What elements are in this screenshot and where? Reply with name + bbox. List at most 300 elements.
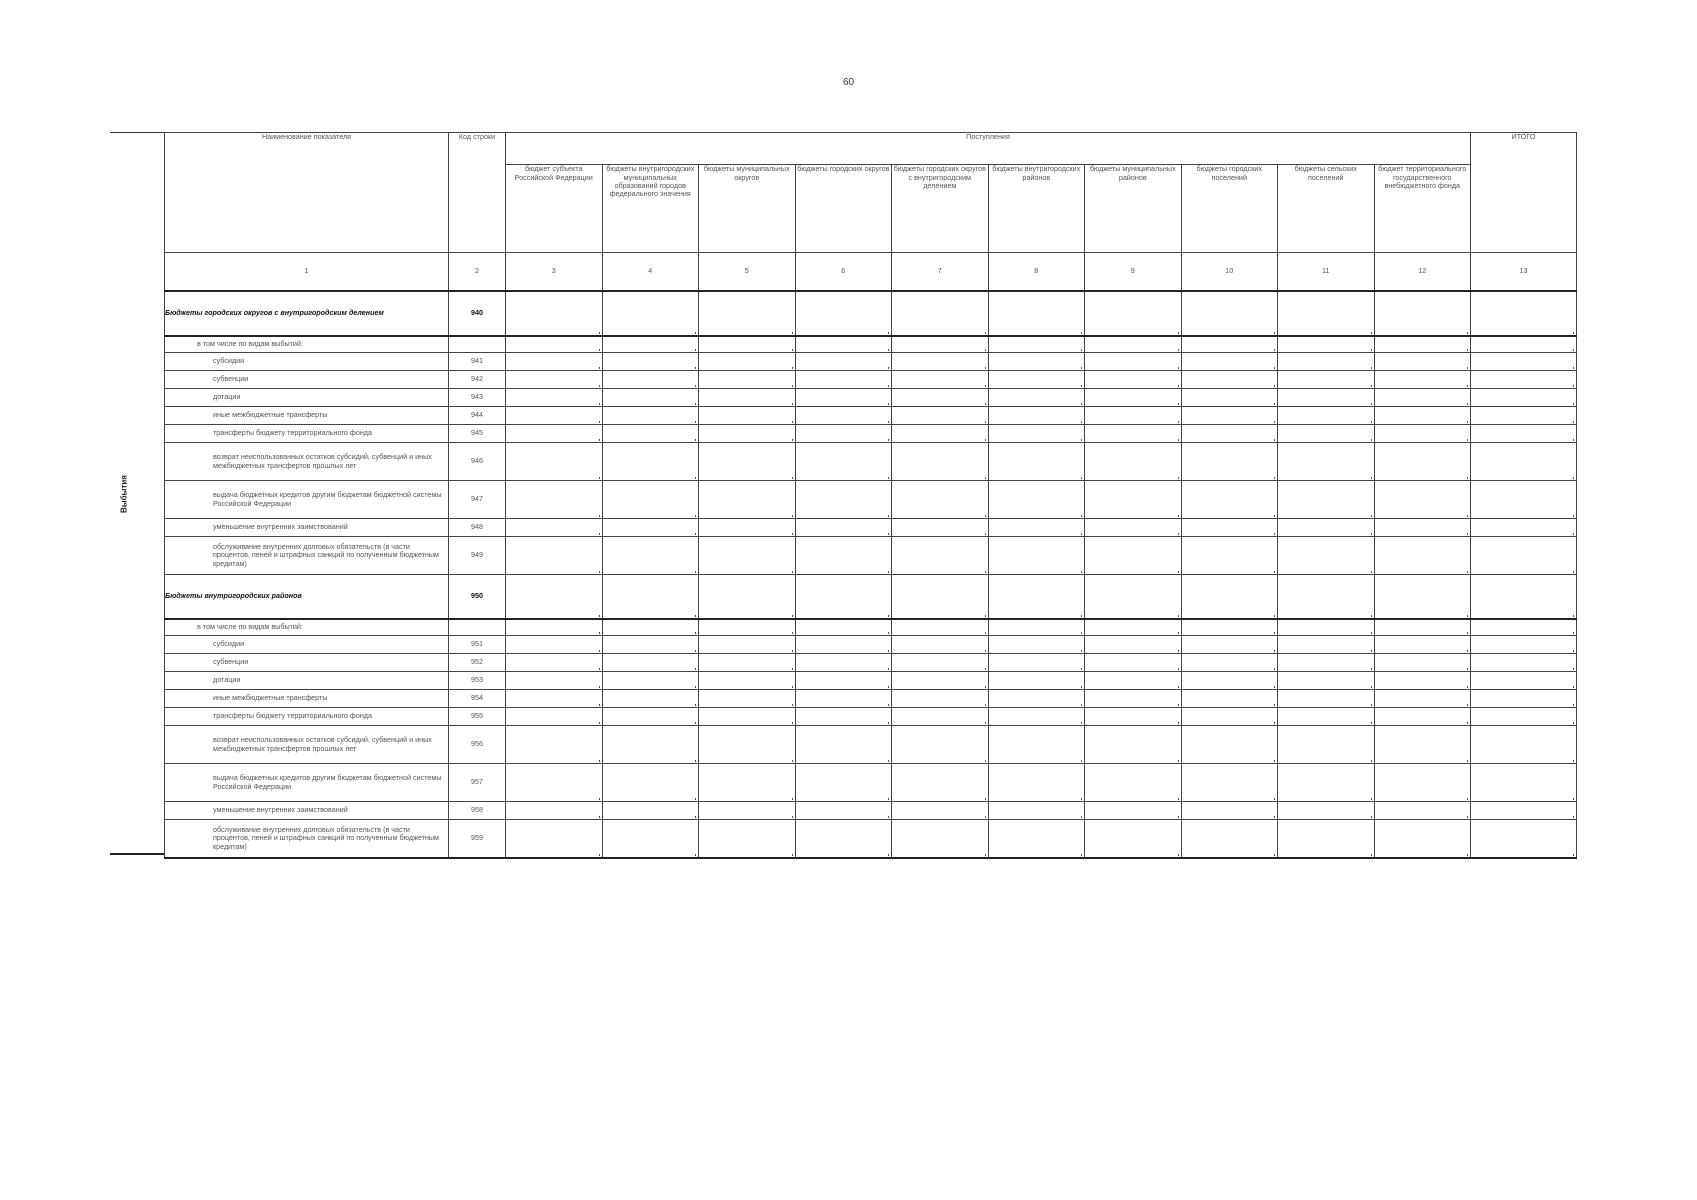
value-cell[interactable] bbox=[795, 636, 892, 654]
value-cell[interactable] bbox=[1181, 708, 1278, 726]
value-cell[interactable] bbox=[892, 443, 989, 481]
total-cell[interactable] bbox=[1471, 636, 1577, 654]
value-cell[interactable] bbox=[892, 802, 989, 820]
subheader-cell: бюджет территориального государственного внебюджетного фонда bbox=[1374, 165, 1471, 253]
value-cell[interactable] bbox=[1085, 389, 1182, 407]
value-cell[interactable] bbox=[892, 481, 989, 519]
row-name: трансферты бюджету территориального фонда bbox=[165, 425, 449, 443]
value-cell[interactable] bbox=[699, 353, 796, 371]
column-number: 6 bbox=[795, 253, 892, 292]
value-cell[interactable] bbox=[1181, 820, 1278, 859]
value-cell[interactable] bbox=[1278, 353, 1375, 371]
value-cell[interactable] bbox=[1085, 291, 1182, 336]
total-cell[interactable] bbox=[1471, 575, 1577, 620]
value-cell[interactable] bbox=[699, 537, 796, 575]
row-code: 959 bbox=[449, 820, 506, 859]
row-name: субсидии bbox=[165, 636, 449, 654]
value-cell[interactable] bbox=[988, 443, 1085, 481]
value-cell[interactable] bbox=[506, 802, 603, 820]
row-code: 956 bbox=[449, 726, 506, 764]
total-cell[interactable] bbox=[1471, 802, 1577, 820]
value-cell[interactable] bbox=[699, 802, 796, 820]
total-cell[interactable] bbox=[1471, 425, 1577, 443]
value-cell[interactable] bbox=[1278, 636, 1375, 654]
value-cell[interactable] bbox=[892, 764, 989, 802]
value-cell[interactable] bbox=[699, 371, 796, 389]
value-cell[interactable] bbox=[506, 820, 603, 859]
total-cell[interactable] bbox=[1471, 690, 1577, 708]
row-name: уменьшение внутренних заимствований bbox=[165, 802, 449, 820]
total-cell[interactable] bbox=[1471, 291, 1577, 336]
value-cell[interactable] bbox=[1374, 407, 1471, 425]
value-cell[interactable] bbox=[988, 371, 1085, 389]
value-cell[interactable] bbox=[602, 353, 699, 371]
value-cell[interactable] bbox=[1278, 575, 1375, 620]
value-cell[interactable] bbox=[1374, 764, 1471, 802]
value-cell[interactable] bbox=[602, 619, 699, 636]
value-cell[interactable] bbox=[795, 291, 892, 336]
table-row bbox=[165, 726, 1577, 764]
value-cell[interactable] bbox=[1181, 726, 1278, 764]
value-cell[interactable] bbox=[1181, 353, 1278, 371]
value-cell[interactable] bbox=[1374, 336, 1471, 353]
value-cell[interactable] bbox=[1181, 336, 1278, 353]
value-cell[interactable] bbox=[602, 371, 699, 389]
value-cell[interactable] bbox=[795, 336, 892, 353]
value-cell[interactable] bbox=[795, 575, 892, 620]
value-cell[interactable] bbox=[1085, 481, 1182, 519]
value-cell[interactable] bbox=[602, 425, 699, 443]
value-cell[interactable] bbox=[795, 690, 892, 708]
row-name: уменьшение внутренних заимствований bbox=[165, 519, 449, 537]
value-cell[interactable] bbox=[1374, 672, 1471, 690]
value-cell[interactable] bbox=[892, 708, 989, 726]
value-cell[interactable] bbox=[795, 425, 892, 443]
value-cell[interactable] bbox=[1181, 443, 1278, 481]
value-cell[interactable] bbox=[506, 291, 603, 336]
value-cell[interactable] bbox=[506, 708, 603, 726]
value-cell[interactable] bbox=[988, 291, 1085, 336]
row-code: 941 bbox=[449, 353, 506, 371]
row-code: 955 bbox=[449, 708, 506, 726]
row-code: 944 bbox=[449, 407, 506, 425]
value-cell[interactable] bbox=[988, 726, 1085, 764]
subheader-cell: бюджеты внутригородских районов bbox=[988, 165, 1085, 253]
row-name: иные межбюджетные трансферты bbox=[165, 690, 449, 708]
header-total: ИТОГО bbox=[1471, 133, 1577, 253]
table-row bbox=[165, 425, 1577, 443]
total-cell[interactable] bbox=[1471, 389, 1577, 407]
value-cell[interactable] bbox=[1085, 619, 1182, 636]
value-cell[interactable] bbox=[988, 537, 1085, 575]
value-cell[interactable] bbox=[1181, 291, 1278, 336]
total-cell[interactable] bbox=[1471, 481, 1577, 519]
value-cell[interactable] bbox=[1374, 802, 1471, 820]
subheader-cell: бюджеты городских поселений bbox=[1181, 165, 1278, 253]
value-cell[interactable] bbox=[988, 519, 1085, 537]
subheader-cell: бюджеты сельских поселений bbox=[1278, 165, 1375, 253]
value-cell[interactable] bbox=[602, 654, 699, 672]
row-code: 957 bbox=[449, 764, 506, 802]
value-cell[interactable] bbox=[1278, 481, 1375, 519]
value-cell[interactable] bbox=[699, 636, 796, 654]
value-cell[interactable] bbox=[602, 672, 699, 690]
value-cell[interactable] bbox=[602, 443, 699, 481]
value-cell[interactable] bbox=[1278, 537, 1375, 575]
column-number: 12 bbox=[1374, 253, 1471, 292]
value-cell[interactable] bbox=[506, 636, 603, 654]
row-code: 949 bbox=[449, 537, 506, 575]
value-cell[interactable] bbox=[699, 619, 796, 636]
value-cell[interactable] bbox=[795, 802, 892, 820]
value-cell[interactable] bbox=[506, 575, 603, 620]
value-cell[interactable] bbox=[602, 481, 699, 519]
value-cell[interactable] bbox=[1374, 575, 1471, 620]
value-cell[interactable] bbox=[1278, 407, 1375, 425]
value-cell[interactable] bbox=[1374, 481, 1471, 519]
value-cell[interactable] bbox=[1374, 636, 1471, 654]
value-cell[interactable] bbox=[1374, 708, 1471, 726]
value-cell[interactable] bbox=[506, 619, 603, 636]
value-cell[interactable] bbox=[699, 291, 796, 336]
row-name: Бюджеты внутригородских районов bbox=[165, 575, 449, 620]
value-cell[interactable] bbox=[1085, 371, 1182, 389]
total-cell[interactable] bbox=[1471, 353, 1577, 371]
table-row bbox=[165, 519, 1577, 537]
value-cell[interactable] bbox=[1085, 672, 1182, 690]
value-cell[interactable] bbox=[506, 519, 603, 537]
value-cell[interactable] bbox=[1085, 802, 1182, 820]
value-cell[interactable] bbox=[988, 802, 1085, 820]
value-cell[interactable] bbox=[1085, 443, 1182, 481]
column-number: 11 bbox=[1278, 253, 1375, 292]
total-cell[interactable] bbox=[1471, 619, 1577, 636]
value-cell[interactable] bbox=[1181, 764, 1278, 802]
table-body bbox=[165, 291, 1577, 858]
header-receipts: Поступления bbox=[506, 133, 1471, 165]
row-name: выдача бюджетных кредитов другим бюджетам бюджетной системы Российской Федерации bbox=[165, 481, 449, 519]
table-row bbox=[165, 802, 1577, 820]
total-cell[interactable] bbox=[1471, 336, 1577, 353]
value-cell[interactable] bbox=[795, 726, 892, 764]
value-cell[interactable] bbox=[1374, 371, 1471, 389]
value-cell[interactable] bbox=[699, 481, 796, 519]
value-cell[interactable] bbox=[602, 690, 699, 708]
value-cell[interactable] bbox=[602, 802, 699, 820]
value-cell[interactable] bbox=[602, 636, 699, 654]
value-cell[interactable] bbox=[988, 481, 1085, 519]
value-cell[interactable] bbox=[1181, 389, 1278, 407]
value-cell[interactable] bbox=[1181, 690, 1278, 708]
value-cell[interactable] bbox=[699, 690, 796, 708]
value-cell[interactable] bbox=[506, 443, 603, 481]
value-cell[interactable] bbox=[699, 519, 796, 537]
value-cell[interactable] bbox=[506, 481, 603, 519]
value-cell[interactable] bbox=[1374, 619, 1471, 636]
value-cell[interactable] bbox=[988, 619, 1085, 636]
value-cell[interactable] bbox=[795, 820, 892, 859]
value-cell[interactable] bbox=[988, 407, 1085, 425]
value-cell[interactable] bbox=[892, 726, 989, 764]
value-cell[interactable] bbox=[1181, 672, 1278, 690]
column-number: 2 bbox=[449, 253, 506, 292]
value-cell[interactable] bbox=[1374, 519, 1471, 537]
value-cell[interactable] bbox=[506, 690, 603, 708]
value-cell[interactable] bbox=[602, 389, 699, 407]
value-cell[interactable] bbox=[506, 353, 603, 371]
value-cell[interactable] bbox=[1278, 708, 1375, 726]
value-cell[interactable] bbox=[1181, 519, 1278, 537]
value-cell[interactable] bbox=[988, 353, 1085, 371]
value-cell[interactable] bbox=[699, 672, 796, 690]
value-cell[interactable] bbox=[506, 654, 603, 672]
value-cell[interactable] bbox=[1374, 654, 1471, 672]
value-cell[interactable] bbox=[602, 407, 699, 425]
value-cell[interactable] bbox=[1278, 291, 1375, 336]
value-cell[interactable] bbox=[602, 575, 699, 620]
value-cell[interactable] bbox=[1181, 537, 1278, 575]
table-row bbox=[165, 575, 1577, 620]
value-cell[interactable] bbox=[795, 654, 892, 672]
table-row bbox=[165, 654, 1577, 672]
value-cell[interactable] bbox=[1278, 519, 1375, 537]
row-name: выдача бюджетных кредитов другим бюджетам бюджетной системы Российской Федерации bbox=[165, 764, 449, 802]
value-cell[interactable] bbox=[1085, 708, 1182, 726]
value-cell[interactable] bbox=[1278, 389, 1375, 407]
value-cell[interactable] bbox=[1374, 389, 1471, 407]
value-cell[interactable] bbox=[1085, 575, 1182, 620]
value-cell[interactable] bbox=[988, 575, 1085, 620]
subheader-cell: бюджеты городских округов bbox=[795, 165, 892, 253]
value-cell[interactable] bbox=[602, 764, 699, 802]
value-cell[interactable] bbox=[602, 820, 699, 859]
row-code: 953 bbox=[449, 672, 506, 690]
value-cell[interactable] bbox=[892, 519, 989, 537]
table-row bbox=[165, 389, 1577, 407]
row-name: дотации bbox=[165, 389, 449, 407]
value-cell[interactable] bbox=[699, 425, 796, 443]
value-cell[interactable] bbox=[892, 654, 989, 672]
value-cell[interactable] bbox=[1278, 726, 1375, 764]
value-cell[interactable] bbox=[1374, 820, 1471, 859]
value-cell[interactable] bbox=[988, 672, 1085, 690]
value-cell[interactable] bbox=[1278, 654, 1375, 672]
total-cell[interactable] bbox=[1471, 764, 1577, 802]
value-cell[interactable] bbox=[1278, 820, 1375, 859]
total-cell[interactable] bbox=[1471, 820, 1577, 859]
value-cell[interactable] bbox=[795, 443, 892, 481]
value-cell[interactable] bbox=[1374, 291, 1471, 336]
value-cell[interactable] bbox=[1085, 654, 1182, 672]
value-cell[interactable] bbox=[988, 708, 1085, 726]
value-cell[interactable] bbox=[892, 537, 989, 575]
value-cell[interactable] bbox=[699, 654, 796, 672]
value-cell[interactable] bbox=[795, 407, 892, 425]
value-cell[interactable] bbox=[988, 690, 1085, 708]
value-cell[interactable] bbox=[1181, 636, 1278, 654]
row-code: 948 bbox=[449, 519, 506, 537]
value-cell[interactable] bbox=[602, 519, 699, 537]
total-cell[interactable] bbox=[1471, 726, 1577, 764]
value-cell[interactable] bbox=[1085, 407, 1182, 425]
value-cell[interactable] bbox=[988, 425, 1085, 443]
value-cell[interactable] bbox=[1374, 443, 1471, 481]
value-cell[interactable] bbox=[1085, 537, 1182, 575]
row-code: 954 bbox=[449, 690, 506, 708]
value-cell[interactable] bbox=[506, 389, 603, 407]
value-cell[interactable] bbox=[1085, 636, 1182, 654]
value-cell[interactable] bbox=[1181, 575, 1278, 620]
row-code: 945 bbox=[449, 425, 506, 443]
table-row bbox=[165, 764, 1577, 802]
value-cell[interactable] bbox=[1278, 371, 1375, 389]
value-cell[interactable] bbox=[892, 291, 989, 336]
total-cell[interactable] bbox=[1471, 672, 1577, 690]
value-cell[interactable] bbox=[1278, 443, 1375, 481]
value-cell[interactable] bbox=[795, 389, 892, 407]
value-cell[interactable] bbox=[1374, 690, 1471, 708]
value-cell[interactable] bbox=[1278, 690, 1375, 708]
value-cell[interactable] bbox=[699, 407, 796, 425]
value-cell[interactable] bbox=[506, 537, 603, 575]
value-cell[interactable] bbox=[1181, 425, 1278, 443]
total-cell[interactable] bbox=[1471, 407, 1577, 425]
value-cell[interactable] bbox=[1278, 802, 1375, 820]
value-cell[interactable] bbox=[1374, 537, 1471, 575]
value-cell[interactable] bbox=[1181, 654, 1278, 672]
row-name: трансферты бюджету территориального фонда bbox=[165, 708, 449, 726]
total-cell[interactable] bbox=[1471, 654, 1577, 672]
value-cell[interactable] bbox=[1085, 764, 1182, 802]
value-cell[interactable] bbox=[795, 708, 892, 726]
value-cell[interactable] bbox=[1085, 690, 1182, 708]
value-cell[interactable] bbox=[602, 291, 699, 336]
value-cell[interactable] bbox=[1181, 619, 1278, 636]
value-cell[interactable] bbox=[506, 371, 603, 389]
value-cell[interactable] bbox=[892, 636, 989, 654]
value-cell[interactable] bbox=[699, 764, 796, 802]
value-cell[interactable] bbox=[1181, 407, 1278, 425]
value-cell[interactable] bbox=[699, 726, 796, 764]
value-cell[interactable] bbox=[1278, 425, 1375, 443]
value-cell[interactable] bbox=[988, 764, 1085, 802]
value-cell[interactable] bbox=[602, 726, 699, 764]
value-cell[interactable] bbox=[602, 537, 699, 575]
subheader-cell: бюджеты муниципальных районов bbox=[1085, 165, 1182, 253]
value-cell[interactable] bbox=[1181, 481, 1278, 519]
row-code bbox=[449, 336, 506, 353]
value-cell[interactable] bbox=[988, 654, 1085, 672]
value-cell[interactable] bbox=[795, 481, 892, 519]
value-cell[interactable] bbox=[892, 575, 989, 620]
table-row bbox=[165, 820, 1577, 859]
value-cell[interactable] bbox=[892, 353, 989, 371]
row-code: 946 bbox=[449, 443, 506, 481]
row-code: 950 bbox=[449, 575, 506, 620]
value-cell[interactable] bbox=[602, 336, 699, 353]
value-cell[interactable] bbox=[1278, 764, 1375, 802]
value-cell[interactable] bbox=[892, 336, 989, 353]
value-cell[interactable] bbox=[892, 425, 989, 443]
value-cell[interactable] bbox=[1374, 353, 1471, 371]
value-cell[interactable] bbox=[1085, 519, 1182, 537]
value-cell[interactable] bbox=[506, 425, 603, 443]
value-cell[interactable] bbox=[1374, 425, 1471, 443]
total-cell[interactable] bbox=[1471, 371, 1577, 389]
value-cell[interactable] bbox=[1278, 672, 1375, 690]
value-cell[interactable] bbox=[892, 619, 989, 636]
value-cell[interactable] bbox=[602, 708, 699, 726]
total-cell[interactable] bbox=[1471, 537, 1577, 575]
value-cell[interactable] bbox=[1181, 802, 1278, 820]
value-cell[interactable] bbox=[506, 336, 603, 353]
value-cell[interactable] bbox=[988, 820, 1085, 859]
value-cell[interactable] bbox=[506, 764, 603, 802]
value-cell[interactable] bbox=[892, 407, 989, 425]
value-cell[interactable] bbox=[892, 690, 989, 708]
table-row bbox=[165, 672, 1577, 690]
value-cell[interactable] bbox=[988, 636, 1085, 654]
value-cell[interactable] bbox=[795, 672, 892, 690]
value-cell[interactable] bbox=[892, 672, 989, 690]
value-cell[interactable] bbox=[988, 336, 1085, 353]
report-table bbox=[164, 132, 1577, 859]
value-cell[interactable] bbox=[795, 764, 892, 802]
value-cell[interactable] bbox=[1085, 425, 1182, 443]
page-number: 60 bbox=[842, 77, 855, 88]
value-cell[interactable] bbox=[892, 820, 989, 859]
value-cell[interactable] bbox=[1085, 336, 1182, 353]
value-cell[interactable] bbox=[699, 575, 796, 620]
row-name: субвенции bbox=[165, 371, 449, 389]
value-cell[interactable] bbox=[506, 407, 603, 425]
value-cell[interactable] bbox=[892, 389, 989, 407]
value-cell[interactable] bbox=[1085, 726, 1182, 764]
value-cell[interactable] bbox=[892, 371, 989, 389]
column-number: 10 bbox=[1181, 253, 1278, 292]
row-code bbox=[449, 619, 506, 636]
value-cell[interactable] bbox=[1085, 353, 1182, 371]
value-cell[interactable] bbox=[988, 389, 1085, 407]
value-cell[interactable] bbox=[699, 820, 796, 859]
value-cell[interactable] bbox=[1278, 336, 1375, 353]
value-cell[interactable] bbox=[795, 537, 892, 575]
row-name: Бюджеты городских округов с внутригородским делением bbox=[165, 291, 449, 336]
value-cell[interactable] bbox=[795, 519, 892, 537]
value-cell[interactable] bbox=[1374, 726, 1471, 764]
column-number: 8 bbox=[988, 253, 1085, 292]
total-cell[interactable] bbox=[1471, 708, 1577, 726]
value-cell[interactable] bbox=[1085, 820, 1182, 859]
total-cell[interactable] bbox=[1471, 519, 1577, 537]
table-row bbox=[165, 371, 1577, 389]
value-cell[interactable] bbox=[506, 726, 603, 764]
value-cell[interactable] bbox=[795, 353, 892, 371]
value-cell[interactable] bbox=[1278, 619, 1375, 636]
value-cell[interactable] bbox=[795, 371, 892, 389]
value-cell[interactable] bbox=[699, 336, 796, 353]
value-cell[interactable] bbox=[506, 672, 603, 690]
value-cell[interactable] bbox=[1181, 371, 1278, 389]
row-name: в том числе по видам выбытий: bbox=[165, 336, 449, 353]
value-cell[interactable] bbox=[795, 619, 892, 636]
row-name: возврат неиспользованных остатков субсидий, субвенций и иных межбюджетных трансфертов прошлых лет bbox=[165, 443, 449, 481]
value-cell[interactable] bbox=[699, 389, 796, 407]
value-cell[interactable] bbox=[699, 708, 796, 726]
column-number: 1 bbox=[165, 253, 449, 292]
total-cell[interactable] bbox=[1471, 443, 1577, 481]
value-cell[interactable] bbox=[699, 443, 796, 481]
